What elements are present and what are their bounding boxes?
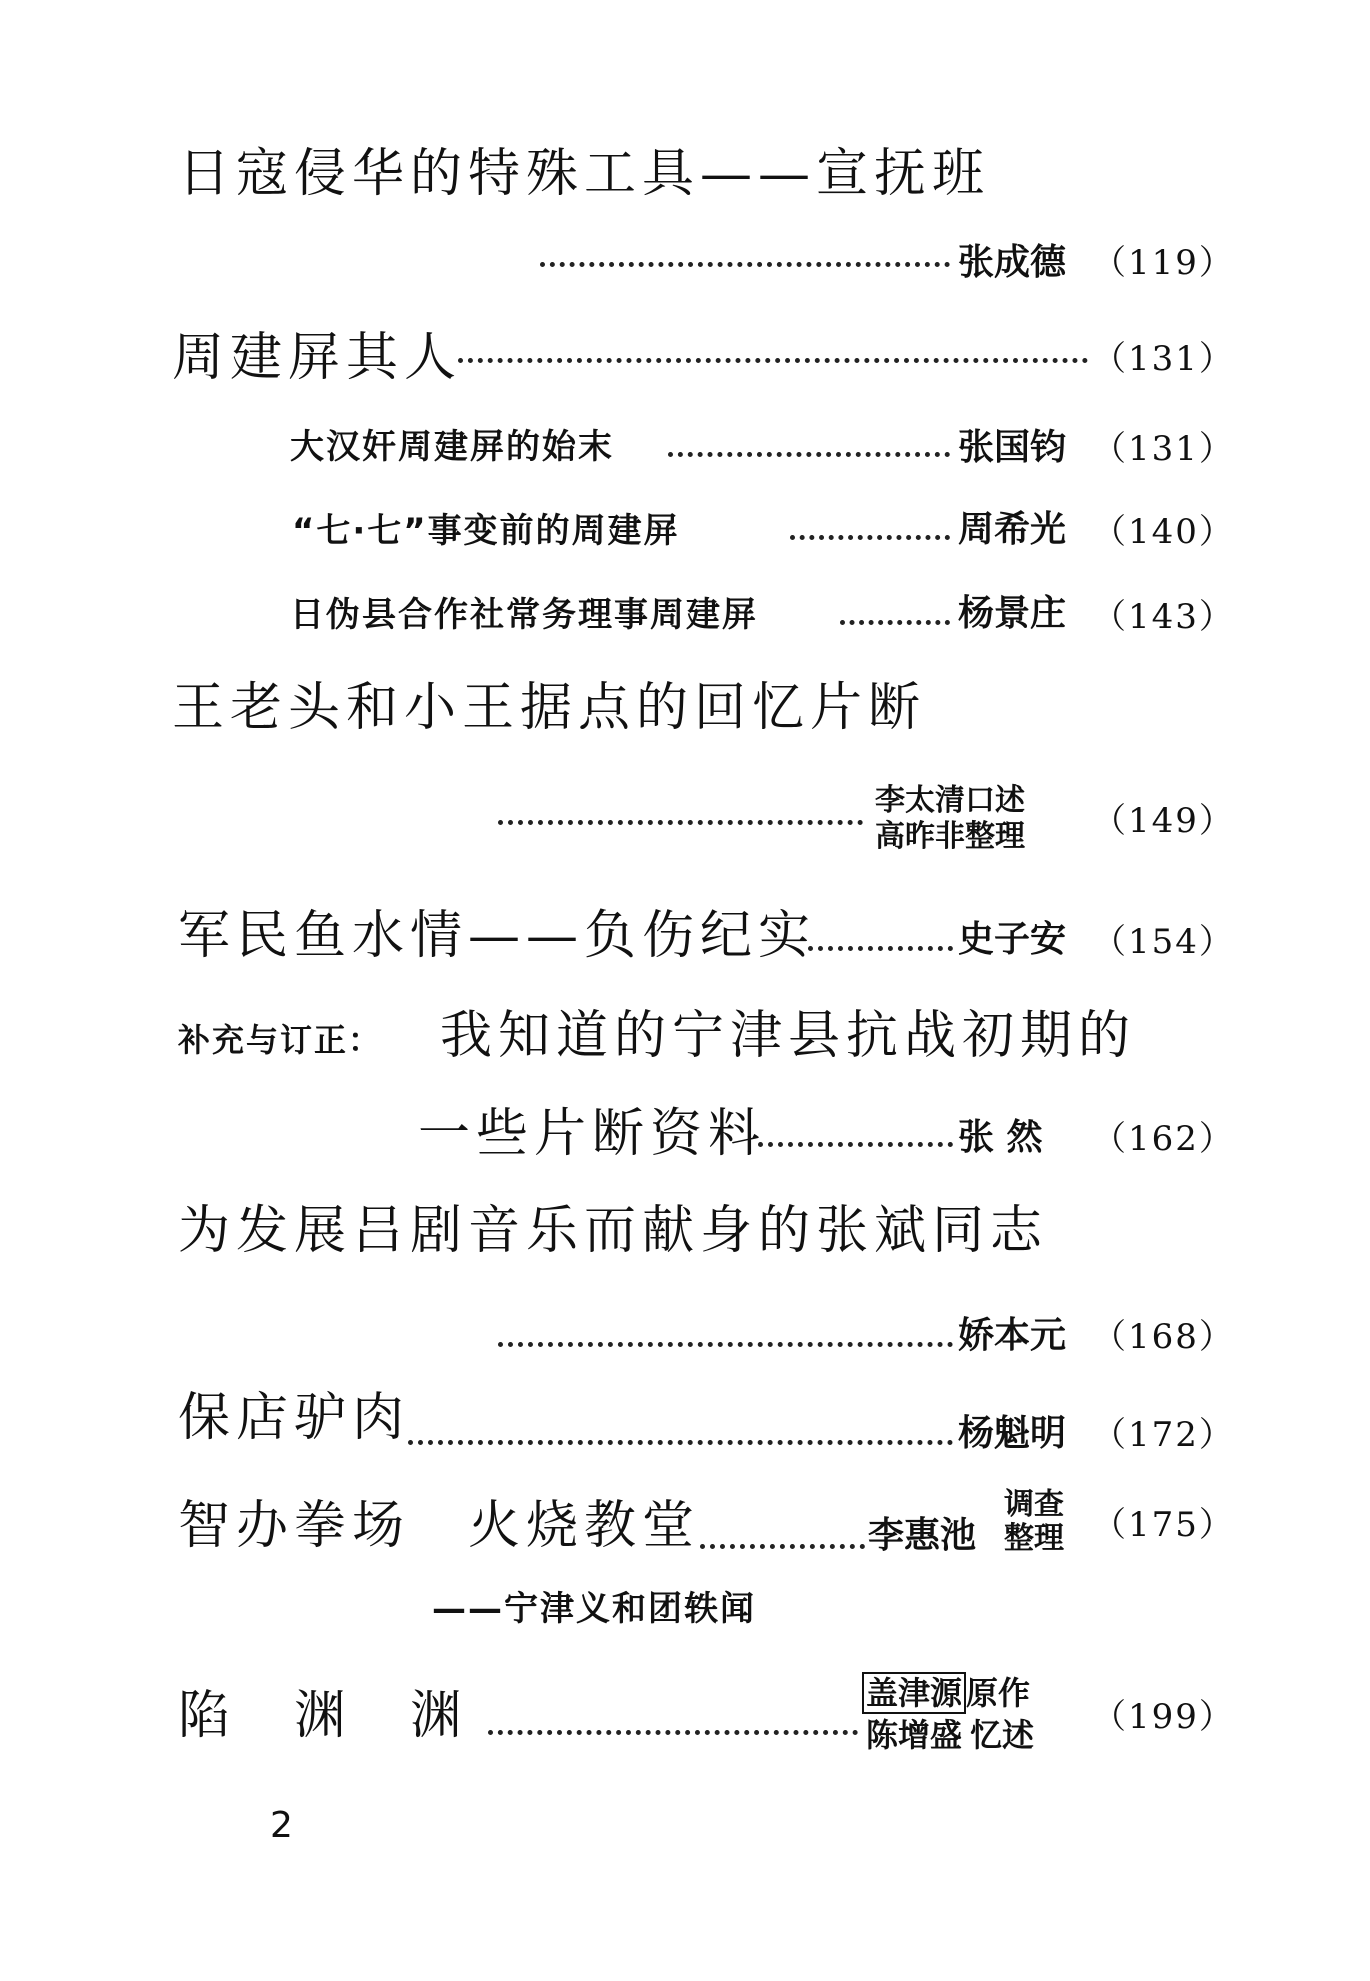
leader-dots — [700, 1544, 865, 1549]
entry-author: 周希光 — [958, 509, 1067, 550]
entry-title: 王老头和小王据点的回忆片断 — [172, 678, 927, 738]
entry-author-line — [866, 1718, 1034, 1752]
entry-subtitle: “七·七”事变前的周建屏 — [292, 511, 680, 551]
leader-dots — [668, 452, 950, 457]
leader-dots — [840, 620, 950, 625]
leader-dots — [758, 1142, 953, 1147]
entry-title: 为发展吕剧音乐而献身的张斌同志 — [178, 1201, 1049, 1261]
entry-author-line: 高昨非整理 — [875, 819, 1025, 854]
entry-author: 张 然 — [958, 1117, 1043, 1158]
entry-author-line: 李太清口述 — [875, 783, 1025, 818]
entry-page: （154） — [1092, 922, 1235, 962]
entry-label: 补充与订正： — [178, 1021, 383, 1059]
leader-dots — [540, 262, 950, 267]
entry-author: 杨魁明 — [958, 1413, 1067, 1454]
page-number: 2 — [270, 1805, 293, 1846]
entry-title: 周建屏其人 — [172, 328, 463, 388]
entry-role: 原作 — [966, 1674, 1031, 1712]
entry-title: 保店驴肉 — [178, 1388, 411, 1448]
entry-title: 智办拳场 火烧教堂 — [178, 1496, 701, 1556]
entry-subtitle: 日伪县合作社常务理事周建屏 — [290, 595, 758, 635]
leader-dots — [488, 1730, 858, 1735]
leader-dots — [790, 535, 950, 540]
entry-page: （143） — [1092, 597, 1235, 637]
entry-page: （172） — [1092, 1415, 1235, 1455]
entry-author: 李惠池 — [868, 1515, 977, 1556]
entry-author: 娇本元 — [958, 1315, 1067, 1356]
entry-title: 日寇侵华的特殊工具——宣抚班 — [178, 144, 991, 204]
entry-page: （140） — [1092, 512, 1235, 552]
entry-page: （162） — [1092, 1119, 1235, 1159]
entry-page: （168） — [1092, 1317, 1235, 1357]
entry-page: （149） — [1092, 801, 1235, 841]
entry-page: （119） — [1092, 243, 1235, 283]
entry-author: 张国钧 — [958, 427, 1067, 468]
leader-dots — [458, 358, 1088, 363]
entry-title: 军民鱼水情——负伤纪实 — [178, 906, 817, 966]
entry-role-line: 调查 — [1004, 1487, 1064, 1522]
leader-dots — [408, 1440, 953, 1445]
leader-dots — [498, 1342, 953, 1347]
entry-title: 陷 渊 渊 — [178, 1686, 469, 1746]
entry-author-line — [862, 1676, 1030, 1710]
entry-author: 杨景庄 — [958, 593, 1067, 634]
entry-role: 忆述 — [970, 1716, 1035, 1754]
entry-role-line: 整理 — [1004, 1521, 1064, 1556]
entry-title: 我知道的宁津县抗战初期的 — [440, 1006, 1137, 1066]
entry-page: （131） — [1092, 339, 1235, 379]
entry-subtitle: 大汉奸周建屏的始末 — [290, 427, 614, 467]
entry-page: （131） — [1092, 429, 1235, 469]
entry-page: （199） — [1092, 1697, 1235, 1737]
entry-subtitle: ——宁津义和团轶闻 — [432, 1589, 756, 1629]
leader-dots — [808, 946, 953, 951]
leader-dots — [498, 820, 863, 825]
entry-page: （175） — [1092, 1505, 1235, 1545]
entry-author: 张成德 — [958, 242, 1067, 283]
entry-author-name: 陈增盛 — [866, 1716, 963, 1754]
entry-author: 史子安 — [958, 919, 1067, 960]
deceased-author-box: 盖津源 — [862, 1672, 966, 1714]
entry-title-cont: 一些片断资料 — [418, 1104, 767, 1164]
